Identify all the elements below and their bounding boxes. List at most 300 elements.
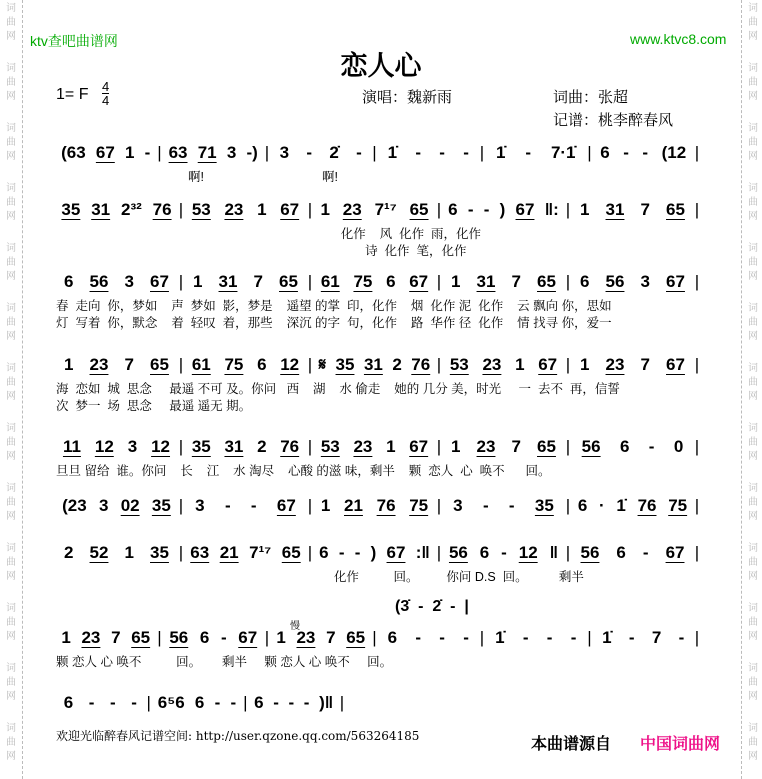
- watermark-text: 词 曲 网: [748, 423, 758, 462]
- note: 61: [191, 355, 211, 374]
- note: 7: [326, 628, 336, 647]
- note: 67: [386, 543, 406, 562]
- bar-line: |: [479, 628, 485, 647]
- note: -: [250, 496, 257, 515]
- measure: [572, 355, 693, 375]
- lyrics-line: 啊! 啊!: [56, 170, 338, 184]
- key-signature: 1= F: [56, 86, 89, 103]
- watermark-text: 词 曲 网: [6, 723, 16, 762]
- measure: [56, 272, 177, 292]
- time-signature: [102, 80, 109, 107]
- bar-line: |: [178, 200, 184, 219]
- note: 1: [386, 437, 396, 456]
- watermark-text: 词 曲 网: [748, 303, 758, 342]
- note: -: [230, 693, 237, 712]
- note: 71: [197, 143, 217, 162]
- bar-line: |: [565, 543, 571, 562]
- note: 6: [319, 543, 329, 562]
- note: 67: [665, 543, 685, 562]
- note: 12: [94, 437, 114, 456]
- note: -: [220, 628, 227, 647]
- note: 3: [98, 496, 109, 515]
- measure: [164, 628, 264, 648]
- note: 56: [581, 437, 601, 456]
- note: 02: [120, 496, 140, 515]
- note: 7: [111, 628, 121, 647]
- note: -: [678, 628, 685, 647]
- note: 75: [668, 496, 688, 515]
- lyrics-line: 颗 恋人 心 唤不 回。 剩半 颗 恋人 心 唤不 回。: [56, 655, 393, 669]
- bar-line: |: [307, 437, 313, 456]
- note: 61: [320, 272, 340, 291]
- measure: [443, 355, 564, 375]
- note: 31: [605, 200, 625, 219]
- measure: [572, 437, 693, 457]
- bar-line: |: [694, 272, 700, 291]
- note: 56: [580, 543, 600, 562]
- score-line: [56, 628, 701, 648]
- note: 23: [81, 628, 101, 647]
- note: 7: [511, 437, 521, 456]
- bar-line: |: [436, 543, 442, 562]
- note: -: [483, 200, 490, 219]
- bar-line: |: [307, 543, 313, 562]
- note: 67: [280, 200, 300, 219]
- transcriber: 记谱：桃李醉春风: [553, 111, 674, 129]
- bar-line: |: [694, 355, 700, 374]
- note: 0: [673, 437, 684, 456]
- note: 2̇: [329, 143, 339, 162]
- watermark-text: 词 曲 网: [6, 363, 16, 402]
- note: 1: [276, 628, 286, 647]
- note: 53: [449, 355, 469, 374]
- bar-line: |: [307, 200, 313, 219]
- measure: [185, 543, 306, 563]
- note: 67: [409, 437, 429, 456]
- measure: [185, 355, 306, 375]
- note: -: [467, 200, 474, 219]
- measure: [56, 355, 177, 375]
- measure: [594, 628, 694, 648]
- note: 1̇: [387, 143, 398, 162]
- note: 6: [479, 543, 490, 562]
- note: 12: [151, 437, 171, 456]
- note: 1: [193, 272, 203, 291]
- note: 1: [320, 496, 331, 515]
- note: ‖: [549, 543, 559, 562]
- bar-line: |: [436, 272, 442, 291]
- bar-line: |: [694, 437, 700, 456]
- note: 67: [666, 272, 685, 291]
- bar-line: |: [307, 496, 313, 515]
- note: -: [144, 143, 151, 162]
- note: -: [110, 693, 116, 712]
- note: -: [288, 693, 295, 712]
- note: 7: [511, 272, 521, 291]
- note: 1: [451, 437, 461, 456]
- note: 23: [342, 200, 362, 219]
- note: 67: [515, 200, 535, 219]
- score-line: [56, 693, 346, 713]
- source-label: 本曲谱源自: [531, 736, 612, 753]
- measure: [314, 496, 435, 516]
- note: -: [546, 628, 553, 647]
- measure: [572, 200, 693, 220]
- note: 56: [169, 628, 189, 647]
- note: 6: [64, 272, 74, 291]
- note: (23: [62, 496, 87, 515]
- note: 56: [605, 272, 625, 291]
- bar-line: |: [178, 543, 184, 562]
- score-line: [56, 496, 701, 516]
- note: 65: [281, 543, 301, 562]
- measure: [185, 272, 306, 292]
- note: )‖: [319, 693, 334, 712]
- measure: [443, 272, 564, 292]
- watermark-text: 词 曲 网: [6, 603, 16, 642]
- watermark-text: 词 曲 网: [6, 543, 16, 582]
- note: 6: [619, 437, 630, 456]
- note: 76: [376, 496, 396, 515]
- measure: [314, 200, 435, 220]
- note: 21: [219, 543, 239, 562]
- note: 12: [518, 543, 538, 562]
- bar-line: |: [243, 693, 248, 712]
- note: 1: [580, 355, 590, 374]
- note: 1: [515, 355, 525, 374]
- note: 31: [224, 437, 244, 456]
- note: 65: [409, 200, 429, 219]
- lyrics-line: 次 梦一 场 思念 最遥 遥无 期。: [56, 399, 252, 413]
- measure: [572, 496, 693, 516]
- note: -: [642, 543, 649, 562]
- note: 67: [238, 628, 258, 647]
- note: 6: [194, 693, 205, 712]
- note: 1: [124, 543, 134, 562]
- note: 2: [392, 355, 402, 374]
- note: 35: [151, 496, 171, 515]
- watermark-text: 词 曲 网: [748, 603, 758, 642]
- measure: [443, 496, 564, 516]
- note: 35: [191, 437, 211, 456]
- measure: [56, 143, 156, 163]
- note: -: [415, 628, 422, 647]
- bar-line: |: [372, 628, 377, 647]
- left-gutter: [22, 0, 23, 779]
- note: 3: [640, 272, 650, 291]
- note: 35: [335, 355, 355, 374]
- bar-line: |: [436, 496, 442, 515]
- bar-line: |: [694, 628, 700, 647]
- measure: [164, 143, 264, 163]
- bar-line: |: [694, 496, 700, 515]
- bar-line: |: [264, 628, 270, 647]
- bar-line: |: [587, 143, 592, 162]
- bar-line: |: [146, 693, 151, 712]
- note: 1: [64, 355, 74, 374]
- bar-line: |: [264, 143, 270, 162]
- measure: [379, 143, 479, 163]
- measure: [486, 143, 586, 163]
- note: -: [338, 543, 345, 562]
- note: 63: [190, 543, 210, 562]
- note: 63: [168, 143, 188, 162]
- note: 67: [666, 355, 685, 374]
- measure: [314, 272, 435, 292]
- lyrics-line: 化作 回。 你问 D.S 回。 剩半: [56, 570, 584, 584]
- measure: [443, 437, 564, 457]
- lyrics-line: 春 走向 你，梦如 声 梦如 影，梦是 遥望 的掌 印，化作 烟 化作 泥 化作 云 飘向 你，思如: [56, 299, 612, 313]
- lyrics-line: 旦旦 留给 谁。你问 长 江 水 淘尽 心酸 的滋 味，剩半 颗 恋人 心 唤不 回。: [56, 464, 551, 478]
- bar-line: |: [565, 355, 571, 374]
- note: -: [214, 693, 221, 712]
- note: 3: [279, 143, 290, 162]
- note: -: [273, 693, 279, 712]
- note: -: [306, 143, 313, 162]
- left-site-link[interactable]: ktv查吧曲谱网: [30, 33, 118, 49]
- source-site-link[interactable]: 中国词曲网: [640, 736, 721, 753]
- note: 6: [448, 200, 458, 219]
- note: -: [623, 143, 629, 162]
- watermark-text: 词 曲 网: [748, 183, 758, 222]
- bar-line: |: [479, 143, 485, 162]
- note: 3: [127, 437, 138, 456]
- measure: [56, 628, 156, 648]
- note: 65: [537, 437, 556, 456]
- measure: [185, 496, 306, 516]
- note: 31: [91, 200, 111, 219]
- time-sig-top: 4: [102, 79, 110, 94]
- composer: 词曲：张超: [553, 88, 629, 106]
- note: 1̇: [616, 496, 626, 515]
- measure: [249, 693, 338, 713]
- bar-line: |: [178, 496, 184, 515]
- measure: [56, 693, 145, 713]
- watermark-text: 词 曲 网: [6, 3, 16, 42]
- note: -: [628, 628, 635, 647]
- note: (12: [661, 143, 687, 162]
- bar-line: |: [178, 272, 184, 291]
- note: 7: [640, 200, 650, 219]
- note: 65: [346, 628, 366, 647]
- note: 53: [320, 437, 340, 456]
- note: 67: [538, 355, 558, 374]
- note: 7¹⁷: [249, 543, 272, 562]
- measure: [314, 543, 435, 563]
- alternate-phrase: (3̇ - 2̇ - |: [395, 598, 469, 615]
- bar-line: |: [178, 355, 184, 374]
- note: 75: [409, 496, 429, 515]
- note: 6: [386, 272, 396, 291]
- note: 67: [150, 272, 169, 291]
- note: -: [224, 496, 231, 515]
- note: 7: [651, 628, 662, 647]
- measure: [486, 628, 586, 648]
- note: 1: [61, 628, 71, 647]
- lyrics-line: 灯 写着 你，默念 着 轻叹 着，那些 深沉 的字 句，化作 路 华作 径 化作 情 找寻 你，爱一: [56, 316, 612, 330]
- bar-line: |: [694, 543, 700, 562]
- note: 3: [195, 496, 205, 515]
- note: 1̇: [602, 628, 612, 647]
- note: 6: [580, 272, 590, 291]
- note: 6: [254, 693, 264, 712]
- right-site-link[interactable]: www.ktvc8.com: [630, 31, 727, 47]
- bar-line: |: [565, 200, 571, 219]
- note: 12: [280, 355, 300, 374]
- note: 65: [537, 272, 556, 291]
- note: 23: [482, 355, 502, 374]
- watermark-text: 词 曲 网: [6, 123, 16, 162]
- note: -: [482, 496, 489, 515]
- watermark-text: 词 曲 网: [6, 663, 16, 702]
- note: 2: [64, 543, 74, 562]
- note: 7: [640, 355, 650, 374]
- watermark-text: 词 曲 网: [748, 483, 758, 522]
- bar-line: |: [565, 437, 571, 456]
- note: 23: [224, 200, 244, 219]
- note: 75: [353, 272, 373, 291]
- note: -: [131, 693, 137, 712]
- note: 65: [279, 272, 298, 291]
- measure: [56, 543, 177, 563]
- bar-line: |: [436, 200, 442, 219]
- note: 1: [451, 272, 461, 291]
- bar-line: |: [307, 272, 313, 291]
- bar-line: |: [436, 355, 442, 374]
- tempo-mark: 慢: [290, 621, 300, 632]
- watermark-text: 词 曲 网: [748, 243, 758, 282]
- bar-line: |: [694, 143, 700, 162]
- time-sig-bottom: 4: [102, 93, 110, 108]
- measure: [185, 437, 306, 457]
- watermark-text: 词 曲 网: [6, 63, 16, 102]
- welcome-text: 欢迎光临醉春风记谱空间: http://user.qzone.qq.com/563264185: [56, 729, 420, 743]
- measure: [314, 355, 435, 375]
- measure: [443, 543, 564, 563]
- bar-line: |: [339, 693, 345, 712]
- note: 2: [257, 437, 267, 456]
- note: ·: [599, 496, 605, 515]
- note: 7·1̇: [550, 143, 576, 162]
- note: 65: [150, 355, 169, 374]
- note: -: [88, 693, 95, 712]
- note: ): [370, 543, 377, 562]
- watermark-text: 词 曲 网: [748, 363, 758, 402]
- note: 65: [131, 628, 151, 647]
- measure: [314, 437, 435, 457]
- note: :‖: [415, 543, 430, 562]
- note: 35: [534, 496, 554, 515]
- measure: [56, 200, 177, 220]
- watermark-text: 词 曲 网: [748, 543, 758, 582]
- measure: [379, 628, 479, 648]
- note: 7: [253, 272, 263, 291]
- note: 6: [387, 628, 398, 647]
- note: 6: [257, 355, 267, 374]
- note: 67: [409, 272, 429, 291]
- bar-line: |: [307, 355, 313, 374]
- note: 1: [320, 200, 330, 219]
- singer: 演唱：魏新雨: [362, 88, 453, 106]
- right-gutter: [741, 0, 742, 779]
- measure: [271, 628, 371, 648]
- watermark-text: 词 曲 网: [748, 3, 758, 42]
- measure: [56, 437, 177, 457]
- note: -: [522, 628, 529, 647]
- note: 1̇: [495, 628, 505, 647]
- measure: [185, 200, 306, 220]
- note: -: [303, 693, 310, 712]
- note: 35: [61, 200, 81, 219]
- bar-line: |: [587, 628, 592, 647]
- score-line: [56, 272, 701, 292]
- note: 6: [577, 496, 588, 515]
- note: -: [415, 143, 422, 162]
- watermark-text: 词 曲 网: [6, 303, 16, 342]
- note: -): [246, 143, 258, 162]
- measure: [56, 496, 177, 516]
- note: -: [354, 543, 361, 562]
- note: 11: [62, 437, 81, 456]
- note: 53: [191, 200, 211, 219]
- bar-line: |: [436, 437, 442, 456]
- watermark-text: 词 曲 网: [748, 63, 758, 102]
- watermark-text: 词 曲 网: [748, 723, 758, 762]
- note: 23: [353, 437, 373, 456]
- note: 6: [63, 693, 74, 712]
- note: 67: [276, 496, 296, 515]
- note: 1: [125, 143, 135, 162]
- note: 1: [580, 200, 590, 219]
- note: 7: [124, 355, 134, 374]
- note: -: [501, 543, 507, 562]
- note: 76: [411, 355, 431, 374]
- watermark-text: 词 曲 网: [6, 483, 16, 522]
- watermark-text: 词 曲 网: [6, 423, 16, 462]
- note: 3: [226, 143, 237, 162]
- watermark-text: 词 曲 网: [748, 123, 758, 162]
- note: 6: [199, 628, 210, 647]
- note: 52: [89, 543, 109, 562]
- note: -: [439, 628, 445, 647]
- note: 3: [124, 272, 134, 291]
- note: ): [499, 200, 506, 219]
- bar-line: |: [157, 628, 162, 647]
- note: 76: [152, 200, 172, 219]
- note: 31: [363, 355, 383, 374]
- song-title: 恋人心: [340, 51, 422, 82]
- note: 6⁵6: [157, 693, 185, 712]
- note: 23: [89, 355, 109, 374]
- watermark-text: 词 曲 网: [748, 663, 758, 702]
- lyrics-line: 海 恋如 城 思念 最遥 不可 及。你问 西 湖 水 偷走 她的 几分 美，时光 一 去不 再，信誓: [56, 382, 620, 396]
- score-line: [56, 543, 701, 563]
- note: 1̇: [495, 143, 506, 162]
- note: 3: [453, 496, 463, 515]
- score-line: [56, 200, 701, 220]
- note: -: [356, 143, 362, 162]
- measure: [572, 543, 693, 563]
- note: 67: [95, 143, 115, 162]
- note: 56: [448, 543, 468, 562]
- bar-line: |: [565, 272, 571, 291]
- bar-line: |: [178, 437, 184, 456]
- note: 23: [296, 628, 316, 647]
- note: -: [648, 437, 655, 456]
- note: 65: [666, 200, 685, 219]
- note: -: [463, 143, 469, 162]
- lyrics-line: 化作 风 化作 雨，化作: [56, 227, 482, 241]
